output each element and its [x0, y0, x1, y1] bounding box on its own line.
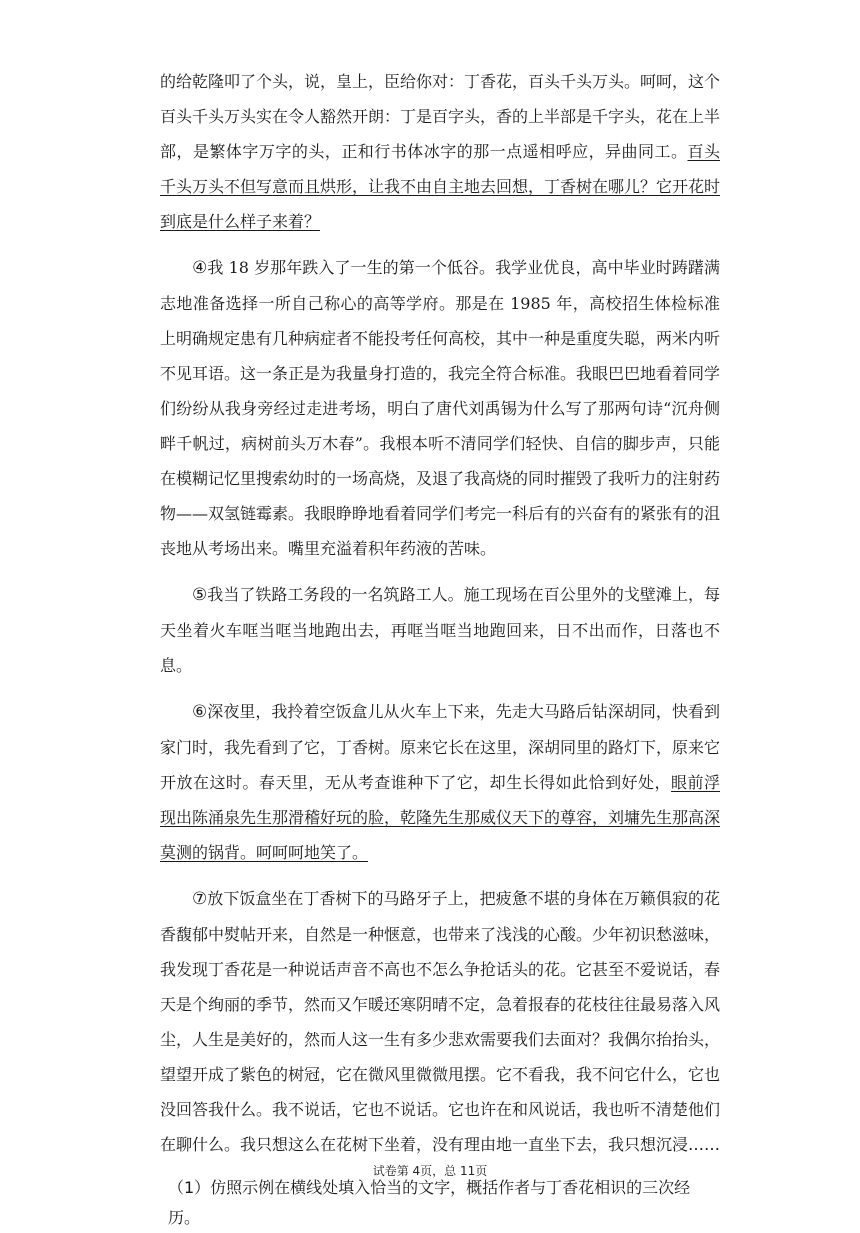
paragraph-6-number: ⑥: [192, 702, 208, 722]
paragraph-4-text: 我 18 岁那年跌入了一生的第一个低谷。我学业优良，高中毕业时踌躇满志地准备选择一所自己称心的高等学府。那是在 1985 年，高校招生体检标准上明确规定患有几种病症者不能投考任何高校，其中一种是重度失聪，两米内听不见耳语。这一条正是为我量身打造的，我完全符合标准。我眼巴巴地看着同学们纷纷从我身旁经过走进考场，明白了唐代刘禹锡为什么写了那两句诗“沉舟侧畔千帆过，病树前头万木春”。我根本听不清同学们轻快、自信的脚步声，只能在模糊记忆里搜索幼时的一场高烧，及退了我高烧的同时摧毁了我听力的注射药物——双氢链霉素。我眼睁睁地看着同学们考完一科后有的兴奋有的紧张有的沮丧地从考场出来。嘴里充溢着积年药液的苦味。: [160, 258, 721, 558]
paragraph-5: [160, 577, 720, 683]
paragraph-4: [160, 250, 720, 566]
question-1: （1）仿照示例在横线处填入恰当的文字，概括作者与丁香花相识的三次经历。: [168, 1178, 691, 1227]
article-body: [160, 64, 720, 1233]
paragraph-3-text: 的给乾隆叩了个头，说，皇上，臣给你对：丁香花，百头千头万头。呵呵，这个百头千头万头实在令人豁然开朗：丁是百字头，香的上半部是千字头，花在上半部，是繁体字万字的头，正和行书体冰字的那一点遥相呼应，异曲同工。: [160, 72, 721, 161]
paragraph-6-text: 深夜里，我拎着空饭盒儿从火车上下来，先走大马路后钻深胡同，快看到家门时，我先看到了它，丁香树。原来它长在这里，深胡同里的路灯下，原来它开放在这时。春天里，无从考查谁种下了它，却生长得如此恰到好处，: [160, 702, 721, 792]
paragraph-6: [160, 694, 720, 870]
paragraph-5-text: 我当了铁路工务段的一名筑路工人。施工现场在百公里外的戈壁滩上，每天坐着火车哐当哐当地跑出去，再哐当哐当地跑回来，日不出而作，日落也不息。: [160, 585, 720, 675]
paragraph-5-number: ⑤: [192, 585, 208, 605]
paragraph-3-underlined-sentence: 百头千头万头不但写意而且烘形，让我不由自主地去回想，丁香树在哪儿？它开花时到底是什么样子来着？: [160, 142, 721, 231]
paragraph-6-underlined-sentence: 眼前浮现出陈涌泉先生那滑稽好玩的脸，乾隆先生那威仪天下的尊容，刘墉先生那高深莫测的锅背。呵呵呵地笑了。: [160, 773, 721, 862]
paragraph-3-continuation: [160, 64, 720, 239]
paragraph-7-number: ⑦: [192, 889, 208, 909]
paragraph-7-text: 放下饭盒坐在丁香树下的马路牙子上，把疲惫不堪的身体在万籁俱寂的花香馥郁中熨帖开来，自然是一种惬意，也带来了浅浅的心酸。少年初识愁滋味，我发现丁香花是一种说话声音不高也不怎么争抢话头的花。它甚至不爱说话，春天是个绚丽的季节，然而又乍暖还寒阴晴不定，急着报春的花枝往往最易落入风尘，人生是美好的，然而人这一生有多少悲欢需要我们去面对？我偶尔抬抬头，望望开成了紫色的树冠，它在微风里微微甩摆。它不看我，我不问它什么，它也没回答我什么。我不说话，它也不说话。它也许在和风说话，我也听不清楚他们在聊什么。我只想这么在花树下坐着，没有理由地一直坐下去，我只想沉浸……: [160, 889, 721, 1154]
paragraph-7: [160, 881, 720, 1162]
paragraph-4-number: ④: [192, 258, 208, 278]
page-footer: 试卷第 4页，总 11页: [372, 1164, 488, 1178]
